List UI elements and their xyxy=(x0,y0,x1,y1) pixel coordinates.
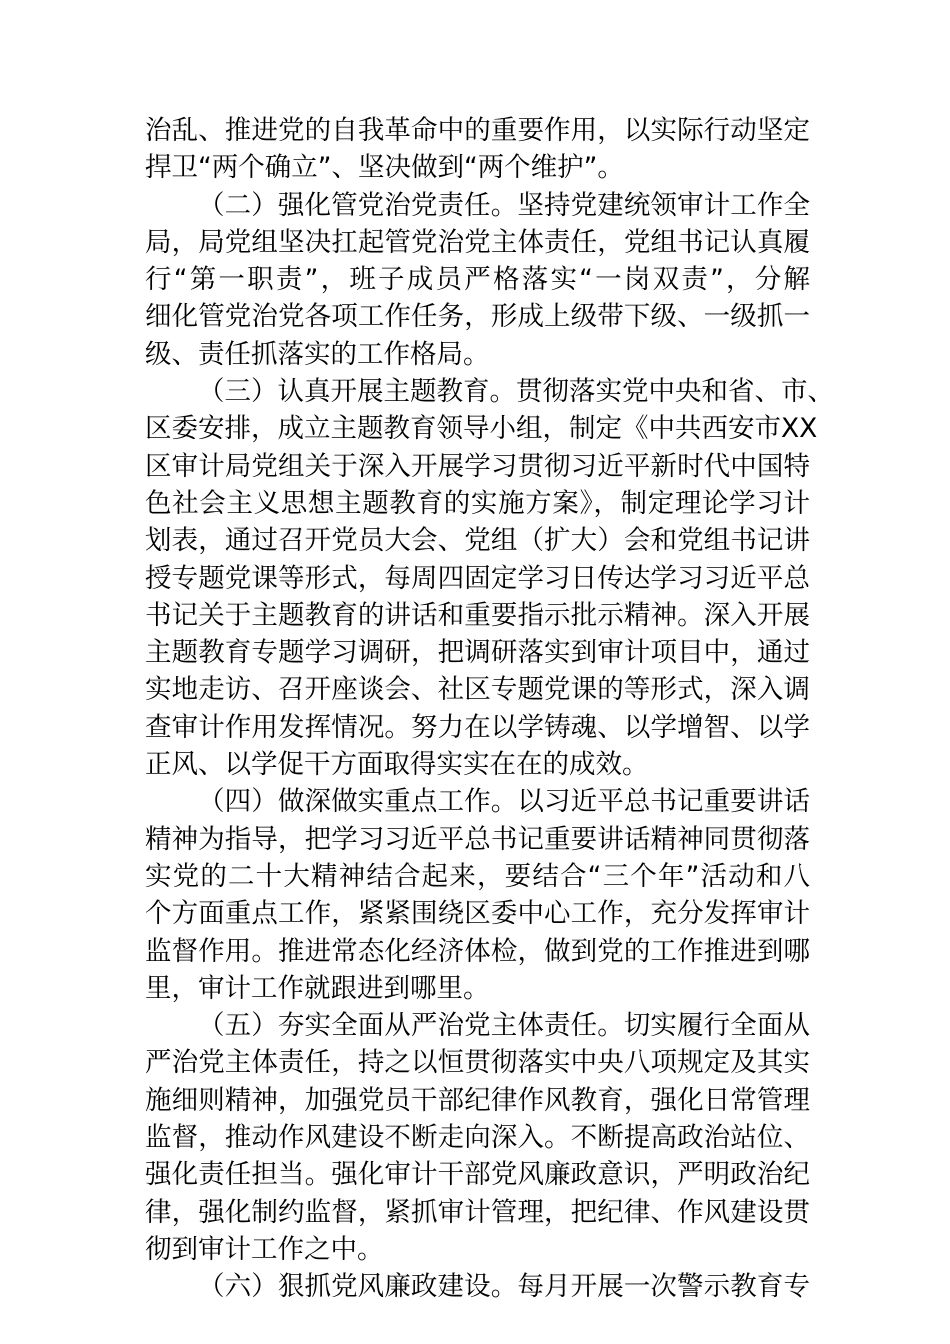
paragraph-first-line: （二）强化管党治党责任。坚持党建统领审计工作全 xyxy=(198,189,810,221)
text-line: 律，强化制约监督，紧抓审计管理，把纪律、作风建设贯 xyxy=(145,1196,810,1228)
text-line: 区委安排，成立主题教育领导小组，制定《中共西安市XX xyxy=(145,413,818,445)
text-line: 授专题党课等形式，每周四固定学习日传达学习习近平总 xyxy=(145,562,810,594)
paragraph-first-line: （四）做深做实重点工作。以习近平总书记重要讲话 xyxy=(198,786,810,818)
text-line: 精神为指导，把学习习近平总书记重要讲话精神同贯彻落 xyxy=(145,823,810,855)
text-line: 书记关于主题教育的讲话和重要指示批示精神。深入开展 xyxy=(145,599,810,631)
text-line: 治乱、推进党的自我革命中的重要作用，以实际行动坚定 xyxy=(145,115,810,146)
text-line: 级、责任抓落实的工作格局。 xyxy=(145,338,490,370)
text-line: 捍卫“两个确立”、坚决做到“两个维护”。 xyxy=(145,152,624,184)
text-line: 实地走访、召开座谈会、社区专题党课的等形式，深入调 xyxy=(145,674,810,706)
text-line: 强化责任担当。强化审计干部党风廉政意识，严明政治纪 xyxy=(145,1159,810,1191)
text-line: 划表，通过召开党员大会、党组（扩大）会和党组书记讲 xyxy=(145,525,810,557)
text-line: 实党的二十大精神结合起来，要结合“三个年”活动和八 xyxy=(145,860,810,892)
text-line: 施细则精神，加强党员干部纪律作风教育，强化日常管理 xyxy=(145,1084,810,1116)
text-line: 局，局党组坚决扛起管党治党主体责任，党组书记认真履 xyxy=(145,226,810,258)
text-line: 严治党主体责任，持之以恒贯彻落实中央八项规定及其实 xyxy=(145,1047,810,1079)
text-line: 正风、以学促干方面取得实实在在的成效。 xyxy=(145,749,649,781)
text-line: 色社会主义思想主题教育的实施方案》，制定理论学习计 xyxy=(145,487,810,519)
text-line: 主题教育专题学习调研，把调研落实到审计项目中，通过 xyxy=(145,637,810,669)
text-line: 彻到审计工作之中。 xyxy=(145,1233,384,1265)
text-line: 里，审计工作就跟进到哪里。 xyxy=(145,972,490,1004)
paragraph-first-line: （三）认真开展主题教育。贯彻落实党中央和省、市、 xyxy=(198,376,834,408)
text-line: 区审计局党组关于深入开展学习贯彻习近平新时代中国特 xyxy=(145,450,810,482)
text-line: 细化管党治党各项工作任务，形成上级带下级、一级抓一 xyxy=(145,301,810,333)
text-line: 行“第一职责”，班子成员严格落实“一岗双责”，分解 xyxy=(145,264,810,296)
paragraph-first-line: （六）狠抓党风廉政建设。每月开展一次警示教育专 xyxy=(198,1271,810,1303)
text-line: 查审计作用发挥情况。努力在以学铸魂、以学增智、以学 xyxy=(145,711,810,743)
paragraph-first-line: （五）夯实全面从严治党主体责任。切实履行全面从 xyxy=(198,1010,810,1042)
document-body-text xyxy=(145,112,834,1306)
text-line: 监督作用。推进常态化经济体检，做到党的工作推进到哪 xyxy=(145,935,810,967)
text-line: 监督，推动作风建设不断走向深入。不断提高政治站位、 xyxy=(145,1122,810,1154)
text-line: 个方面重点工作，紧紧围绕区委中心工作，充分发挥审计 xyxy=(145,898,810,930)
